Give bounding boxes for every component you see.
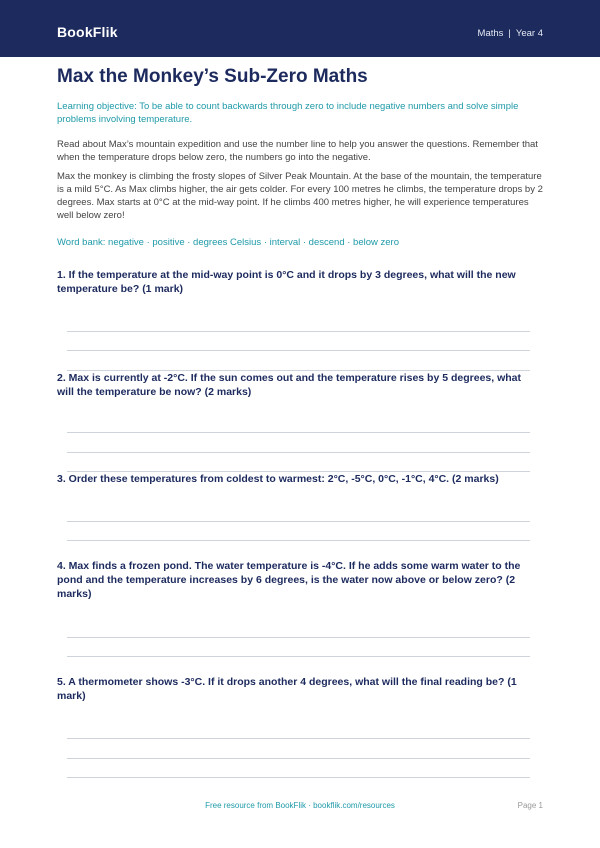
page-title: Max the Monkey’s Sub-Zero Maths [57, 66, 368, 87]
answer-line[interactable] [67, 331, 530, 332]
answer-line[interactable] [67, 637, 530, 638]
header-bar [0, 0, 600, 57]
question-5: 5. A thermometer shows -3°C. If it drops another 4 degrees, what will the final reading be? (1 mark) [57, 676, 517, 702]
story-paragraph: Max the monkey is climbing the frosty slopes of Silver Peak Mountain. At the base of the mountain, the temperature is a mild 5°C. As Max climbs higher, the air gets colder. For every 100 metres he climbs, the temperature drops by 2 degrees. Max starts at 0°C at the mid-way point. If he climbs 400 metres higher, he will experience temperatures well below zero! [57, 171, 543, 221]
question-3: 3. Order these temperatures from coldest to warmest: 2°C, -5°C, 0°C, -1°C, 4°C. (2 marks) [57, 473, 499, 485]
brand-logo[interactable]: BookFlik [57, 24, 118, 40]
answer-line[interactable] [67, 777, 530, 778]
page-number: Page 1 [517, 801, 543, 810]
breadcrumb [478, 28, 543, 39]
footer-link[interactable]: Free resource from BookFlik · bookflik.com/resources [205, 801, 395, 810]
answer-line[interactable] [67, 758, 530, 759]
subject-label: Maths [477, 28, 504, 39]
answer-line[interactable] [67, 540, 530, 541]
intro-paragraph: Read about Max’s mountain expedition and use the number line to help you answer the questions. Remember that when the temperature drops below zero, the numbers go into the negative. [57, 139, 538, 163]
answer-line[interactable] [67, 432, 530, 433]
answer-line[interactable] [67, 350, 530, 351]
answer-line[interactable] [67, 521, 530, 522]
learning-objective: Learning objective: To be able to count backwards through zero to include negative numbers and solve simple problems involving temperature. [57, 101, 519, 125]
answer-line[interactable] [67, 656, 530, 657]
answer-line[interactable] [67, 452, 530, 453]
question-1: 1. If the temperature at the mid-way point is 0°C and it drops by 3 degrees, what will the new temperature be? (1 mark) [57, 269, 516, 295]
breadcrumb-separator: | [508, 28, 511, 39]
answer-line[interactable] [67, 738, 530, 739]
year-label: Year 4 [515, 28, 543, 39]
question-4: 4. Max finds a frozen pond. The water temperature is -4°C. If he adds some warm water to the pond and the temperature increases by 6 degrees, is the water now above or below zero? (2 marks) [57, 560, 521, 600]
word-bank: Word bank: negative · positive · degrees Celsius · interval · descend · below zero [57, 237, 399, 248]
question-2: 2. Max is currently at -2°C. If the sun comes out and the temperature rises by 5 degrees, what will the temperature be now? (2 marks) [57, 372, 522, 398]
